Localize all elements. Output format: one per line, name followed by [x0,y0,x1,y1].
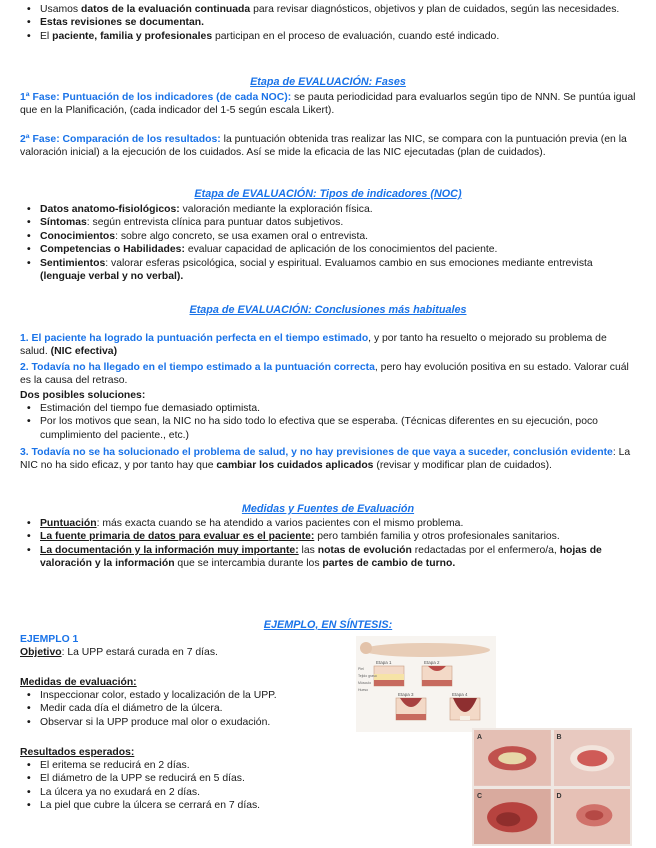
fase-2-paragraph: 2ª Fase: Comparación de los resultados: la puntuación obtenida tras realizar las NIC, se compara con la puntuación previa (en la valoración inicial) a la ejecución de los cuidados. Así se mide la eficacia de las NIC ejecutadas (plan de cuidados). [20,134,627,159]
tipos-list [20,203,636,283]
medidas-evaluacion-list [20,689,340,729]
conclusion-1: 1. El paciente ha logrado la puntuación perfecta en el tiempo estimado, y por tanto ha resuelto o mejorado su problema de salud. (NIC efectiva) [20,333,607,358]
list-item: • Competencias o Habilidades: evaluar capacidad de aplicación de los conocimientos del paciente. [20,243,636,256]
resultados-esperados-list [20,759,340,813]
list-item: • Estimación del tiempo fue demasiado optimista. [20,402,636,415]
stage-block-4 [450,698,480,720]
list-item: • El paciente, familia y profesionales participan en el proceso de evaluación, cuando esté indicado. [20,30,636,43]
list-item: • Sentimientos: valorar esferas psicológica, social y espiritual. Evaluamos cambio en sus emociones mediante entrevista (lenguaje verbal y no verbal). [20,257,636,284]
fase-1-paragraph: 1ª Fase: Puntuación de los indicadores (de cada NOC): se pauta periodicidad para evaluarlos según tipo de NNN. Se puntúa igual que en la Planificación, (cada indicador del 1-5 según escala Likert). [20,92,636,117]
ulcer-photo-d [554,789,631,845]
medidas-evaluacion-title: Medidas de evaluación: [20,677,137,688]
stage-label: Etapa 2 [424,660,440,665]
list-item: • Medir cada día el diámetro de la úlcera. [20,702,340,715]
pressure-ulcer-stages-illustration [356,636,496,732]
stage-block-2 [422,666,452,686]
top-bullet-list [20,3,636,43]
list-item: • La piel que cubre la úlcera se cerrará en 7 días. [20,799,340,812]
ulcer-photo-b [554,730,631,786]
ulcer-photo-grid [472,728,632,846]
list-item: • Por los motivos que sean, la NIC no ha sido todo lo efectiva que se esperaba. (Técnicas diferentes en su ejecución, poco cumplimiento del paciente., etc.) [20,415,636,442]
photo-label: D [556,792,562,800]
list-item: • Inspeccionar color, estado y localización de la UPP. [20,689,340,702]
list-item: • Observar si la UPP produce mal olor o exudación. [20,716,340,729]
list-item: • Datos anatomo-fisiológicos: valoración mediante la exploración física. [20,203,636,216]
list-item: • El diámetro de la UPP se reducirá en 5 días. [20,772,340,785]
section-heading-conclusiones: Etapa de EVALUACIÓN: Conclusiones más habituales [189,304,467,316]
head-shape [360,642,372,654]
conclusion-2: 2. Todavía no ha llegado en el tiempo estimado a la puntuación correcta, pero hay evolución positiva en su estado. Valorar cuál es la causa del retraso. [20,362,629,387]
stage-block-3 [396,698,426,720]
stage-label: Etapa 4 [452,692,468,697]
list-item: • Síntomas: según entrevista clínica para puntuar datos subjetivos. [20,216,636,229]
list-item: • La úlcera ya no exudará en 2 días. [20,786,340,799]
section-heading-ejemplo: EJEMPLO, EN SÍNTESIS: [263,619,393,631]
soluciones-list [20,402,636,442]
ejemplo-title: EJEMPLO 1 [20,634,79,645]
stage-block-1 [374,666,404,686]
layer-label: Músculo [358,681,372,685]
list-item: • Usamos datos de la evaluación continuada para revisar diagnósticos, objetivos y plan de cuidados, según las necesidades. [20,3,636,16]
list-item: • La documentación y la información muy importante: las notas de evolución redactadas por el enfermero/a, hojas de valoración y la información que se intercambia durante los partes de cambio de turno. [20,544,636,571]
photo-label: C [477,792,483,800]
layer-label: Tejido graso [358,674,377,678]
photo-label: B [556,734,562,741]
stage-label: Etapa 3 [398,692,414,697]
section-heading-tipos: Etapa de EVALUACIÓN: Tipos de indicadores (NOC) [194,188,462,200]
list-item: • Puntuación: más exacta cuando se ha atendido a varios pacientes con el mismo problema. [20,517,636,530]
dos-soluciones-title: Dos posibles soluciones: [20,390,146,401]
list-item: • Estas revisiones se documentan. [20,16,636,29]
list-item: • El eritema se reducirá en 2 días. [20,759,340,772]
layer-label: Piel [358,667,364,671]
photo-label: A [477,734,483,741]
section-heading-medidas: Medidas y Fuentes de Evaluación [241,503,415,515]
conclusion-3: 3. Todavía no se ha solucionado el problema de salud, y no hay previsiones de que vaya a suceder, conclusión evidente: La NIC no ha sido eficaz, y por tanto hay que cambiar los cuidados aplicados (revisar y modificar plan de cuidados). [20,447,631,472]
list-item: • La fuente primaria de datos para evaluar es el paciente: pero también familia y otros profesionales sanitarios. [20,530,636,543]
ulcer-stages-svg [356,636,496,732]
section-heading-fases: Etapa de EVALUACIÓN: Fases [250,76,406,88]
stage-label: Etapa 1 [376,660,392,665]
resultados-esperados-title: Resultados esperados: [20,747,135,758]
layer-label: Hueso [358,688,369,692]
ulcer-photo-c [474,789,551,845]
ulcer-photo-a [474,730,551,786]
ejemplo-objetivo: Objetivo: La UPP estará curada en 7 días. [20,647,218,658]
list-item: • Conocimientos: sobre algo concreto, se usa examen oral o entrevista. [20,230,636,243]
medidas-list [20,517,636,571]
body-silhouette [362,643,490,657]
